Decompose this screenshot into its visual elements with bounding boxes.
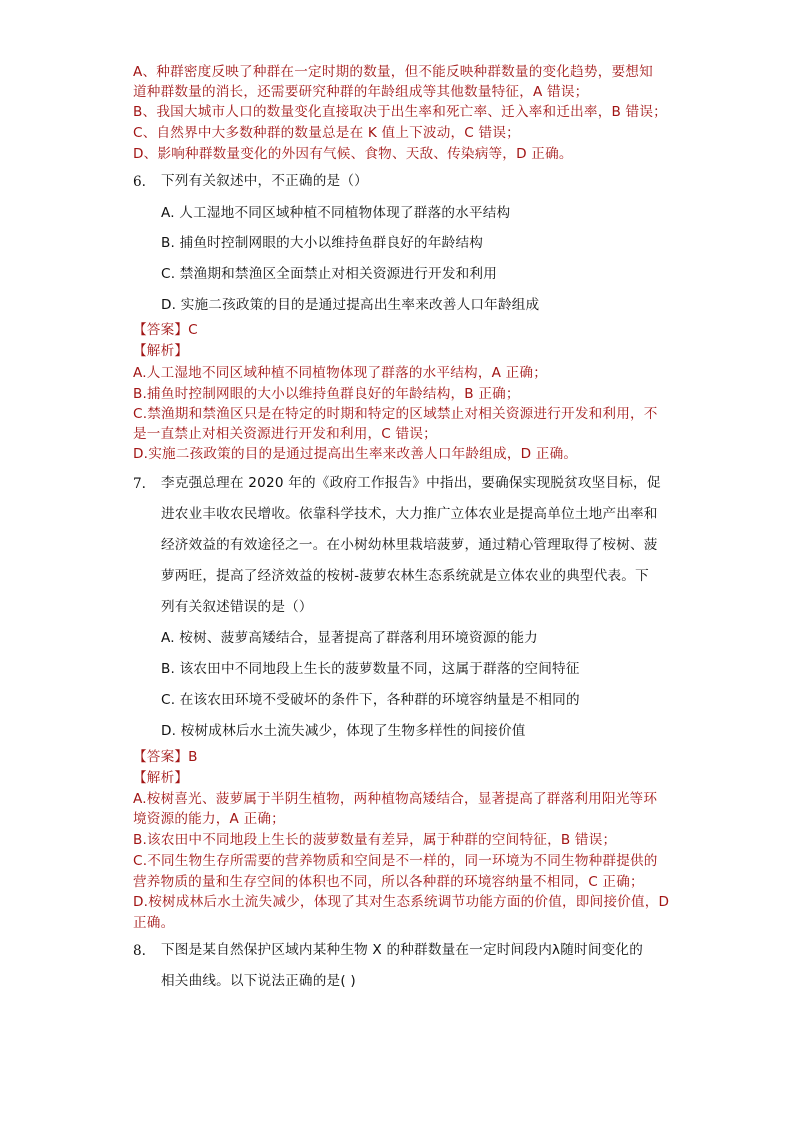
analysis-line: 境资源的能力，A 正确； [133, 811, 285, 827]
q5-explanation-line: B、我国大城市人口的数量变化直接取决于出生率和死亡率、迁入率和迁出率，B 错误； [133, 104, 667, 120]
question-number: 8. [133, 943, 146, 959]
answer-label: 【答案】B [133, 749, 198, 765]
question-stem-line: 相关曲线。以下说法正确的是( ) [161, 973, 356, 989]
analysis-line: 是一直禁止对相关资源进行开发和利用，C 错误； [133, 426, 437, 442]
option-a: A. 桉树、菠萝高矮结合，显著提高了群落利用环境资源的能力 [161, 630, 538, 646]
question-stem: 下列有关叙述中，不正确的是（） [161, 173, 368, 189]
analysis-line: C.不同生物生存所需要的营养物质和空间是不一样的，同一环境为不同生物种群提供的 [133, 853, 658, 869]
q5-explanation-line: D、影响种群数量变化的外因有气候、食物、天敌、传染病等，D 正确。 [133, 146, 573, 162]
q5-explanation-line: 道种群数量的消长，还需要研究种群的年龄组成等其他数量特征，A 错误； [133, 84, 589, 100]
analysis-line: C.禁渔期和禁渔区只是在特定的时期和特定的区域禁止对相关资源进行开发和利用，不 [133, 406, 658, 422]
analysis-line: A.人工湿地不同区域种植不同植物体现了群落的水平结构，A 正确； [133, 365, 548, 381]
analysis-line: A.桉树喜光、菠萝属于半阴生植物，两种植物高矮结合，显著提高了群落利用阳光等环 [133, 791, 658, 807]
analysis-line: D.桉树成林后水土流失减少，体现了其对生态系统调节功能方面的价值，即间接价值，D [133, 894, 670, 910]
option-a: A. 人工湿地不同区域种植不同植物体现了群落的水平结构 [161, 205, 511, 221]
answer-label: 【答案】C [133, 322, 198, 338]
question-stem-line: 萝两旺，提高了经济效益的桉树-菠萝农林生态系统就是立体农业的典型代表。下 [161, 568, 649, 584]
analysis-line: B.该农田中不同地段上生长的菠萝数量有差异，属于种群的空间特征，B 错误； [133, 832, 617, 848]
question-stem-line: 列有关叙述错误的是（） [161, 599, 313, 615]
analysis-line: B.捕鱼时控制网眼的大小以维持鱼群良好的年龄结构，B 正确； [133, 386, 520, 402]
analysis-line: 营养物质的量和生存空间的体积也不同，所以各种群的环境容纳量不相同，C 正确； [133, 874, 644, 890]
question-number: 6. [133, 174, 146, 190]
option-b: B. 捕鱼时控制网眼的大小以维持鱼群良好的年龄结构 [161, 235, 484, 251]
analysis-label: 【解析】 [133, 770, 189, 786]
question-number: 7. [133, 476, 146, 492]
option-b: B. 该农田中不同地段上生长的菠萝数量不同，这属于群落的空间特征 [161, 661, 580, 677]
question-stem-line: 经济效益的有效途径之一。在小树幼林里栽培菠萝，通过精心管理取得了桉树、菠 [161, 537, 658, 553]
analysis-label: 【解析】 [133, 343, 189, 359]
option-c: C. 在该农田环境不受破坏的条件下，各种群的环境容纳量是不相同的 [161, 692, 580, 708]
analysis-line: 正确。 [133, 915, 175, 931]
q5-explanation-line: A、种群密度反映了种群在一定时期的数量，但不能反映种群数量的变化趋势，要想知 [133, 64, 653, 80]
option-d: D. 桉树成林后水土流失减少，体现了生物多样性的间接价值 [161, 723, 526, 739]
question-stem-line: 李克强总理在 2020 年的《政府工作报告》中指出，要确保实现脱贫攻坚目标，促 [161, 475, 661, 491]
question-stem-line: 下图是某自然保护区域内某种生物 X 的种群数量在一定时间段内λ随时间变化的 [161, 942, 643, 958]
question-stem-line: 进农业丰收农民增收。依靠科学技术，大力推广立体农业是提高单位土地产出率和 [161, 506, 658, 522]
q5-explanation-line: C、自然界中大多数种群的数量总是在 K 值上下波动，C 错误； [133, 125, 520, 141]
option-c: C. 禁渔期和禁渔区全面禁止对相关资源进行开发和利用 [161, 266, 497, 282]
analysis-line: D.实施二孩政策的目的是通过提高出生率来改善人口年龄组成，D 正确。 [133, 446, 578, 462]
option-d: D. 实施二孩政策的目的是通过提高出生率来改善人口年龄组成 [161, 297, 540, 313]
